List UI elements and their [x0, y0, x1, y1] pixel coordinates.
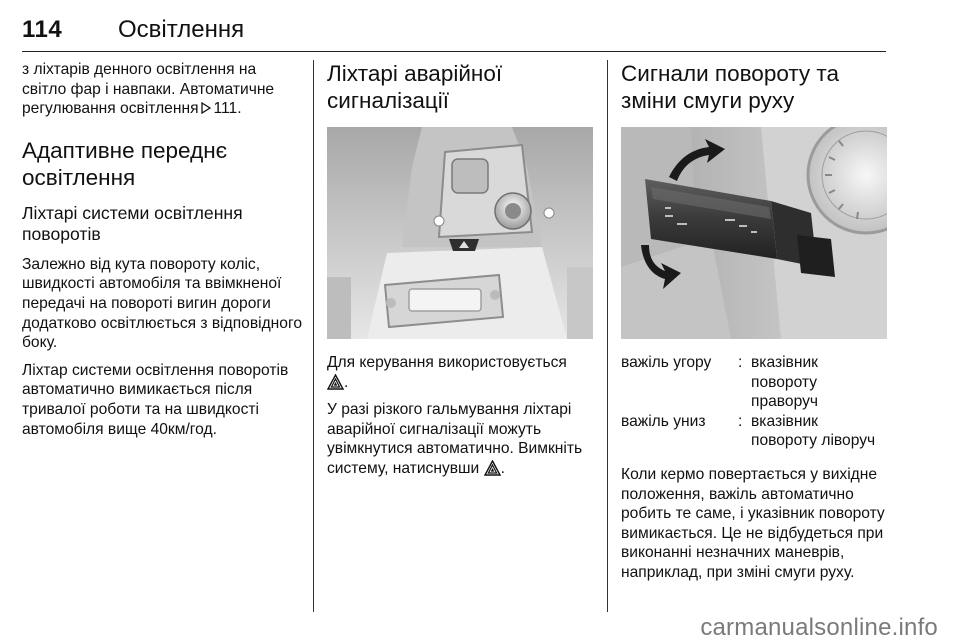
section-heading-adaptive-lighting: Адаптивне переднє освітлення [22, 137, 228, 190]
column-divider-1 [313, 60, 314, 612]
column-1 [22, 60, 302, 439]
definition-colon: : [738, 354, 743, 371]
column-3 [621, 60, 887, 583]
hazard-text-2: У разі різкого гальмування ліхтарі аварійної сигналізації можуть увімкнутися автоматично. Вимкніть систему, натиснувши [327, 401, 583, 477]
page-title: Освітлення [118, 16, 245, 43]
hazard-text-2-end: . [500, 459, 505, 477]
hazard-text-1: Для керування використовується [327, 354, 567, 371]
triangle-reference-icon [201, 102, 211, 114]
section-heading-hazard-lights: Ліхтарі аварійної сигналізації [327, 61, 503, 113]
definition-text: вказівник повороту праворуч [751, 354, 818, 411]
cornering-paragraph-1: Залежно від кута повороту коліс, швидкості автомобіля та ввімкненої передачі на повороті вигин дороги додатково освітлюється з відповідного боку. [22, 255, 302, 352]
lever-definition-list [621, 353, 887, 451]
hazard-switch-illustration [327, 127, 593, 339]
definition-row-down [621, 412, 887, 451]
definition-term: важіль униз [621, 412, 706, 430]
column-2 [327, 60, 593, 479]
hazard-text-1-end: . [344, 373, 349, 391]
definition-row-up [621, 353, 887, 412]
definition-colon: : [738, 412, 743, 430]
turn-signal-lever-drawing [621, 127, 887, 339]
definition-text: вказівник повороту ліворуч [751, 412, 876, 450]
watermark-text: carmanualsonline.info [700, 614, 938, 641]
header-rule [22, 51, 886, 52]
page-number: 114 [22, 16, 63, 43]
page-reference[interactable]: 111. [213, 100, 242, 118]
turn-signal-paragraph: Коли кермо повертається у вихідне положення, важіль автоматично робить те саме, і указівник повороту вимикається. Це не відбудеться при виконанні незначних маневрів, наприклад, при зміні смуги руху. [621, 465, 885, 581]
hazard-warning-icon [484, 460, 501, 476]
definition-term: важіль угору [621, 354, 712, 371]
hazard-paragraph-1 [327, 353, 593, 392]
intro-paragraph [22, 60, 302, 119]
hazard-switch-drawing [327, 127, 593, 339]
hazard-paragraph-2 [327, 400, 593, 478]
hazard-warning-icon [327, 374, 344, 390]
cornering-paragraph-2: Ліхтар системи освітлення поворотів автоматично вимикається після тривалої роботи та на швидкості автомобіля вище 40км/год. [22, 361, 289, 438]
subheading-cornering-lights: Ліхтарі системи освітлення поворотів [22, 202, 243, 244]
column-divider-2 [607, 60, 608, 612]
turn-signal-lever-illustration [621, 127, 887, 339]
intro-text: з ліхтарів денного освітлення на світло фар і навпаки. Автоматичне регулювання освітлення [22, 61, 275, 118]
section-heading-turn-signals: Сигнали повороту та зміни смуги руху [621, 61, 839, 113]
page-header [22, 16, 886, 48]
